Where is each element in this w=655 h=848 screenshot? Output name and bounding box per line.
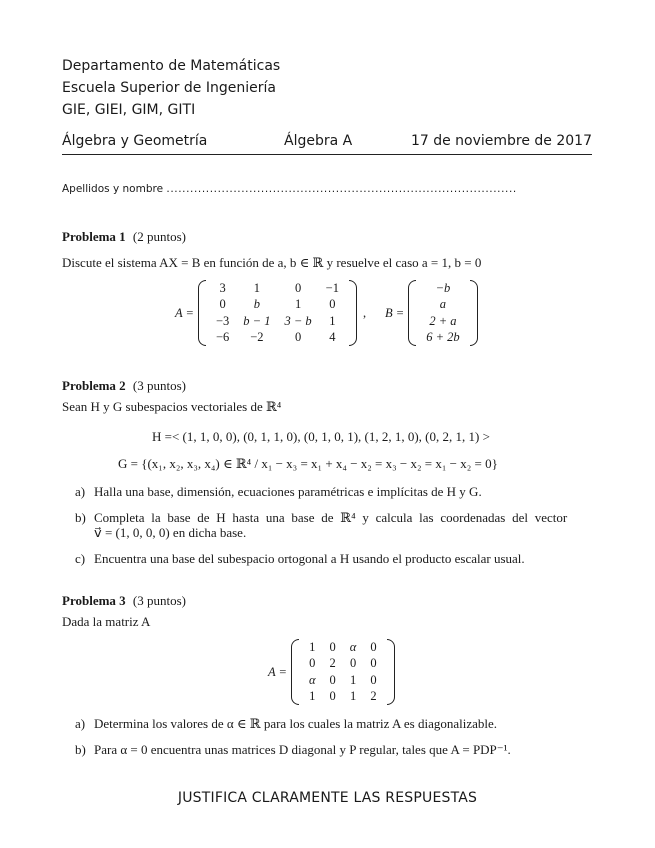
matrix-entry: −3 [215,313,230,328]
name-field[interactable] [62,183,592,195]
item-text-continuation: v⃗ = (1, 0, 0, 0) en dicha base. [94,525,247,540]
matrix-row [419,313,466,330]
matrix-entry: 1 [349,672,357,687]
matrix-entry: 0 [349,656,357,670]
matrix-entry: 0 [329,672,336,687]
item-label: a) [75,716,86,731]
subspace-H-definition: H =< (1, 1, 0, 0), (0, 1, 1, 0), (0, 1, 0, 1), (1, 2, 1, 0), (0, 2, 1, 1) > [152,429,490,444]
left-paren [408,280,416,346]
matrix-entry: 0 [294,330,302,344]
matrix-A-table [209,280,346,346]
item-label: b) [75,742,86,757]
item-label: c) [75,551,86,566]
matrix-row [419,280,466,297]
item-text: Completa la base de H hasta una base de ℝ⁴ y calcula las coordenadas del vector [94,510,568,525]
problem3-intro: Dada la matriz A [62,614,151,629]
matrix-row [209,297,346,314]
problem3-title [62,593,186,609]
matrix-A-p1 [175,280,366,346]
footer-note: JUSTIFICA CLARAMENTE LAS RESPUESTAS [177,790,478,806]
matrix-entry: 2 [370,689,377,703]
problem1-points: (2 puntos) [132,229,187,244]
matrix-row [302,656,384,673]
matrix-entry: 1 [309,689,316,703]
matrix-entry: 0 [370,656,377,670]
matrix-row [209,313,346,330]
matrix-entry: b − 1 [243,313,271,328]
matrix-entry: b [253,297,261,311]
matrix-entry: α [349,639,357,654]
item-text: Halla una base, dimensión, ecuaciones paramétricas e implícitas de H y G. [94,484,482,499]
school-name: Escuela Superior de Ingenierı́a [62,80,276,96]
problem2-points: (3 puntos) [132,378,187,393]
matrix-A-label: A = [175,305,194,320]
matrix-entry: 4 [329,330,336,344]
matrix-entry: 2 + a [429,313,457,328]
matrix-entry: α [308,672,316,687]
matrix-entry: 2 [329,656,336,670]
matrix-B-label: B = [385,305,405,320]
matrix-row [209,280,346,297]
problem2-heading: Problema 2 [62,378,126,393]
matrix-row [302,689,384,706]
subspace-G-definition: G = {(x₁, x₂, x₃, x₄) ∈ ℝ⁴ / x₁ − x₃ = x₁ + x₄ − x₂ = x₃ − x₂ = x₁ − x₂ = 0} [118,456,498,471]
item-label: b) [75,510,86,525]
exam-date: 17 de noviembre de 2017 [410,133,592,149]
matrix-row [419,297,466,314]
matrix-entry: 1 [309,639,316,654]
degree-list: GIE, GIEI, GIM, GITI [62,102,196,118]
left-paren [291,639,299,705]
matrix-B-table [419,280,466,346]
matrix-entry: 0 [294,280,302,295]
matrix-entry: a [439,297,447,311]
matrix-entry: 6 + 2b [426,330,460,344]
problem3-heading: Problema 3 [62,593,126,608]
matrix-separator-comma: , [362,305,367,320]
matrix-entry: 0 [309,656,316,670]
matrix-A-table [302,639,384,705]
left-paren [198,280,206,346]
matrix-entry: 1 [349,689,357,703]
matrix-B-p1 [385,280,478,346]
problem3-points: (3 puntos) [132,593,187,608]
header-rule [62,154,592,155]
name-field-dots: ......................................................................................... [166,183,517,195]
matrix-entry: 0 [370,672,377,687]
matrix-entry: 1 [329,313,336,328]
problem1-title [62,229,186,245]
problem2-title [62,378,186,394]
course-name: Álgebra y Geometría [62,133,208,149]
matrix-entry: −2 [250,330,264,344]
matrix-entry: 3 − b [284,313,312,328]
right-paren [470,280,478,346]
matrix-entry: −6 [215,330,230,344]
item-label: a) [75,484,86,499]
matrix-row [302,639,384,656]
matrix-entry: 1 [294,297,302,311]
exam-title: Álgebra A [284,133,353,149]
matrix-A-label: A = [268,664,287,679]
matrix-entry: 0 [370,639,377,654]
item-text: Determina los valores de α ∈ ℝ para los cuales la matriz A es diagonalizable. [94,716,498,731]
matrix-entry: −b [435,280,451,295]
problem1-statement: Discute el sistema AX = B en función de a, b ∈ ℝ y resuelve el caso a = 1, b = 0 [62,255,482,270]
matrix-A-p3 [268,639,395,705]
matrix-entry: 1 [253,280,261,295]
problem2-intro: Sean H y G subespacios vectoriales de ℝ⁴ [62,399,282,414]
matrix-row [209,330,346,347]
matrix-entry: 0 [329,639,336,654]
matrix-entry: 0 [329,689,336,703]
matrix-row [302,672,384,689]
item-text: Para α = 0 encuentra unas matrices D diagonal y P regular, tales que A = PDP⁻¹. [94,742,511,757]
matrix-entry: −1 [325,280,339,295]
name-field-label: Apellidos y nombre [62,183,164,195]
matrix-entry: 0 [219,297,226,311]
matrix-entry: 3 [219,280,226,295]
matrix-entry: 0 [329,297,336,311]
right-paren [387,639,395,705]
matrix-row [419,330,466,347]
problem1-heading: Problema 1 [62,229,126,244]
right-paren [349,280,357,346]
item-text: Encuentra una base del subespacio ortogonal a H usando el producto escalar usual. [94,551,525,566]
department-name: Departamento de Matemáticas [62,58,281,74]
